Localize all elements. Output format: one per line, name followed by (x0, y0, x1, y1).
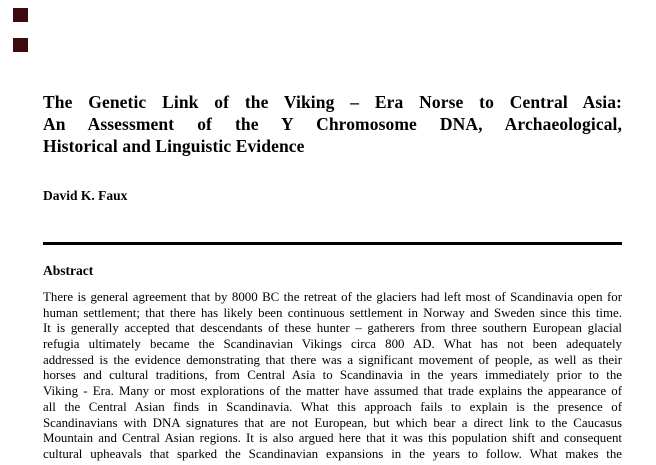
paragraph-line: all the Central Asian finds in Scandinavia. What this approach fails to explain is the presence of (43, 399, 622, 414)
title-line: Historical and Linguistic Evidence (43, 136, 305, 156)
paragraph-line: Scandinavians with DNA signatures that are not European, but which bear a direct link to the Caucasus (43, 415, 622, 430)
paragraph-line: cultural upheavals that sparked the Scandinavian expansions in the years to follow. What makes the (43, 446, 622, 461)
paragraph-line: addressed is the evidence demonstrating that there was a significant movement of people, as well as their (43, 352, 622, 367)
red-marker-square-1 (13, 8, 28, 22)
title-line: The Genetic Link of the Viking – Era Norse to Central Asia: (43, 92, 622, 112)
paper-title (43, 91, 622, 157)
paragraph-line: It is generally accepted that descendants of these hunter – gatherers from three southern European glacial (43, 321, 622, 336)
abstract-heading: Abstract (43, 263, 94, 278)
title-line: An Assessment of the Y Chromosome DNA, Archaeological, (43, 114, 622, 134)
author-name: David K. Faux (43, 188, 128, 203)
abstract-paragraph (43, 290, 622, 463)
red-marker-square-2 (13, 38, 28, 52)
paragraph-line: Mountain and Central Asian regions. It is also argued here that it was this population shift and consequent (43, 431, 622, 446)
paragraph-line: Viking - Era. Many or most explorations of the matter have assumed that trade explains the appearance of (43, 384, 622, 399)
paragraph-line: There is general agreement that by 8000 BC the retreat of the glaciers had left most of Scandinavia open for (43, 290, 622, 304)
paragraph-line: human settlement; that there has likely been continuous settlement in Norway and Sweden since this time. (43, 305, 622, 320)
paragraph-line: refugia ultimately became the Scandinavian Vikings circa 800 AD. What has not been adequately (43, 337, 622, 352)
divider-rule (43, 242, 622, 245)
paragraph-line: horses and cultural traditions, from Central Asia to Scandinavia in the years immediately prior to the (43, 368, 622, 383)
